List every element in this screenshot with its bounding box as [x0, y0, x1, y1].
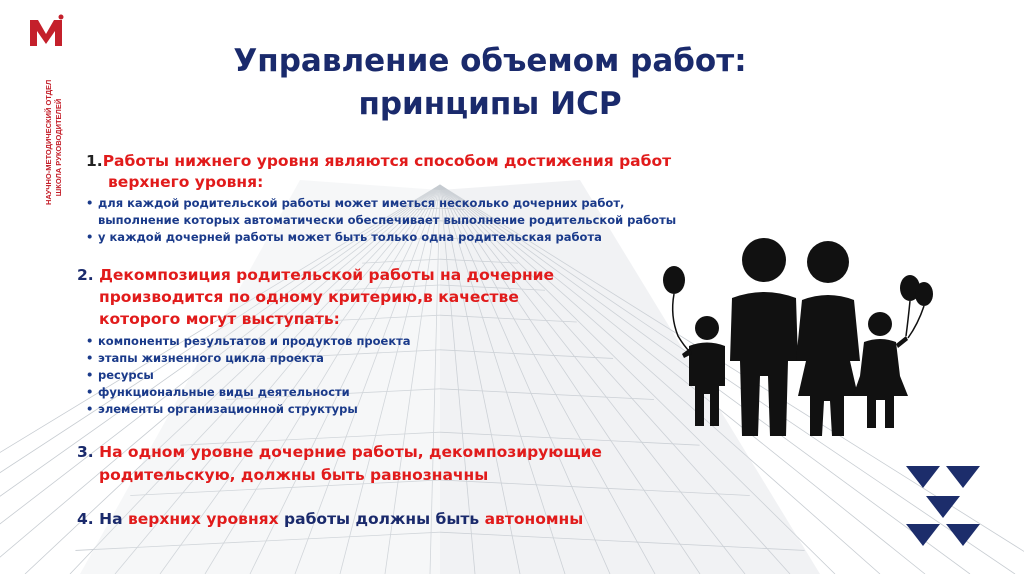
slide-title [150, 40, 830, 126]
department-side-label [44, 79, 64, 205]
principle-1-heading-line-2: верхнего уровня: [108, 173, 264, 191]
principle-4-part-4: автономны [484, 510, 584, 528]
list-item: • ресурсы [86, 367, 411, 384]
school-logo-icon [28, 14, 64, 50]
list-item: • этапы жизненного цикла проекта [86, 350, 411, 367]
principle-2-heading-line-3: которого могут выступать: [99, 310, 340, 328]
principle-4-part-3: работы должны быть [284, 510, 480, 528]
principle-3 [77, 441, 602, 487]
principle-2-heading-line-1: Декомпозиция родительской работы на дочерние [99, 266, 555, 284]
principle-3-number: 3. [77, 443, 94, 461]
principle-2-heading-line-2: производится по одному критерию,в качестве [99, 288, 519, 306]
list-item: • элементы организационной структуры [86, 401, 411, 418]
list-item: • у каждой дочерней работы может быть только одна родительская работа [86, 229, 676, 246]
family-silhouette-icon [662, 236, 937, 436]
principle-1-heading-line-1: Работы нижнего уровня являются способом достижения работ [102, 152, 672, 170]
list-item: • компоненты результатов и продуктов проекта [86, 333, 411, 350]
title-line-1: Управление объемом работ: [233, 43, 747, 79]
list-item [86, 212, 676, 229]
list-item: • функциональные виды деятельности [86, 384, 411, 401]
list-item-continuation: выполнение которых автоматически обеспечивает выполнение родительской работы [98, 213, 677, 227]
triangle-pattern-icon [906, 466, 982, 552]
principle-4 [77, 509, 583, 530]
principle-4-number: 4. [77, 510, 94, 528]
list-item: • для каждой родительской работы может иметься несколько дочерних работ, [86, 195, 676, 212]
principle-1-bullet-list [86, 195, 676, 246]
principle-1 [86, 151, 671, 193]
principle-1-number: 1. [86, 152, 103, 170]
principle-3-heading-line-1: На одном уровне дочерние работы, декомпозирующие [99, 443, 602, 461]
principle-4-part-1: На [99, 510, 123, 528]
title-line-2: принципы ИСР [358, 86, 622, 122]
school-name: ШКОЛА РУКОВОДИТЕЛЕЙ [54, 98, 63, 197]
principle-2 [77, 264, 554, 330]
principle-2-bullet-list [86, 333, 411, 418]
principle-4-part-2: верхних уровнях [127, 510, 279, 528]
department-name: НАУЧНО-МЕТОДИЧЕСКИЙ ОТДЕЛ [44, 79, 53, 205]
principle-2-number: 2. [77, 266, 94, 284]
principle-3-heading-line-2: родительскую, должны быть равнозначны [99, 466, 489, 484]
